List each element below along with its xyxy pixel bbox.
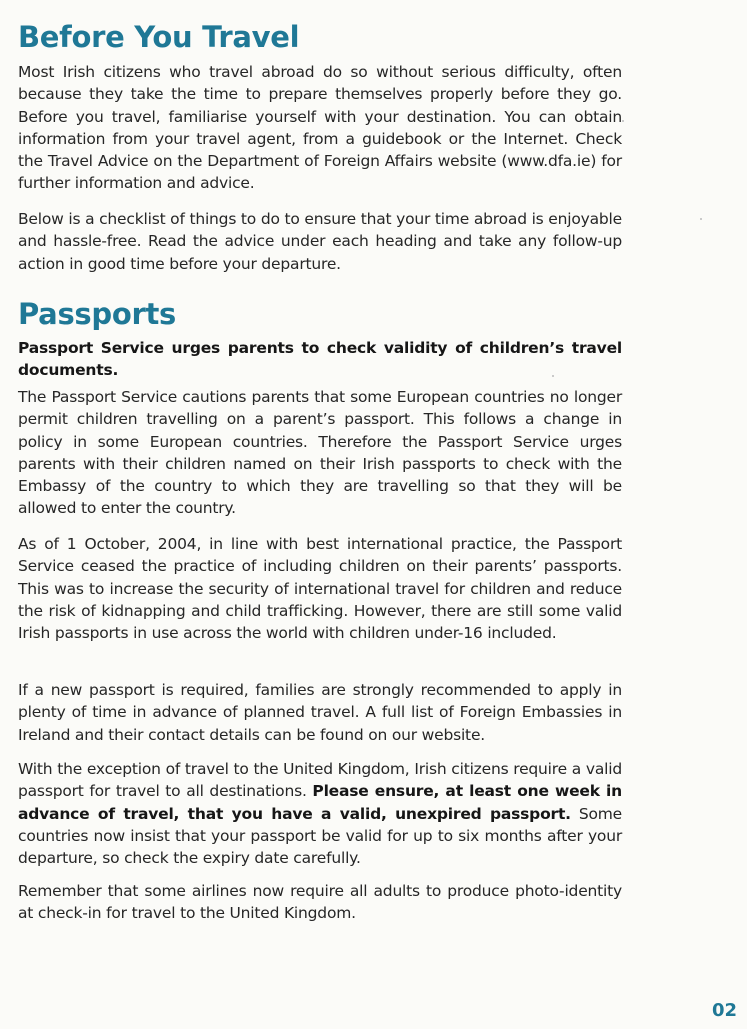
speck-mark [700,218,702,220]
paragraph-passports-3: If a new passport is required, families are strongly recommended to apply in plenty of time in advance of planned travel. A full list of Foreign Embassies in Ireland and their contact details can be found on our website. [18,681,622,744]
paragraph-passports-1: The Passport Service cautions parents that some European countries no longer permit children travelling on a parent’s passport. This follows a change in policy in some European countries. Therefore the Passport Service urges parents with their children named on their Irish passports to check with the Embassy of the country to which they are travelling so that they will be allowed to enter the country. [18,388,622,518]
paragraph-passports-2: As of 1 October, 2004, in line with best international practice, the Passport Service ceased the practice of including children on their parents’ passports. This was to increase the security of international travel for children and reduce the risk of kidnapping and child trafficking. However, there are still some valid Irish passports in use across the world with children under-16 included. [18,535,622,643]
speck-mark [622,120,624,122]
heading-passports: Passports [18,297,176,331]
paragraph-passports-5: Remember that some airlines now require all adults to produce photo-identity at check-in for travel to the United Kingdom. [18,882,622,923]
text-segment: Some countries now insist that your passport be valid for up to six months after your departure, so check the expiry date carefully. [18,804,622,868]
page-number: 02 [712,1000,738,1021]
speck-mark [552,375,554,377]
text-segment: on the Department of Foreign Affairs website (www.dfa.ie) for further information and advice. [18,152,622,193]
bold-warning: Please ensure, at least one week in advance of travel, that you have a valid, unexpired passport. [18,782,622,823]
travel-advice-link[interactable]: Travel Advice [47,152,149,171]
text-segment: With the exception of travel to the United Kingdom, Irish citizens require a valid passport for travel to all destinations. [18,760,622,801]
paragraph-before-you-travel-1 [18,61,622,195]
paragraph-passports-4 [18,758,622,869]
text-segment: Most Irish citizens who travel abroad do so without serious difficulty, often because they take the time to prepare themselves properly before they go. Before you travel, familiarise yourself with your destination. You can obtain information from your travel agent, from a guidebook or the Internet. Check the [18,63,622,171]
heading-before-you-travel: Before You Travel [18,20,300,54]
paragraph-before-you-travel-2: Below is a checklist of things to do to ensure that your time abroad is enjoyable and hassle-free. Read the advice under each heading and take any follow-up action in good time before your departure. [18,210,622,273]
subheading-passport-service: Passport Service urges parents to check validity of children’s travel documents. [18,339,622,380]
